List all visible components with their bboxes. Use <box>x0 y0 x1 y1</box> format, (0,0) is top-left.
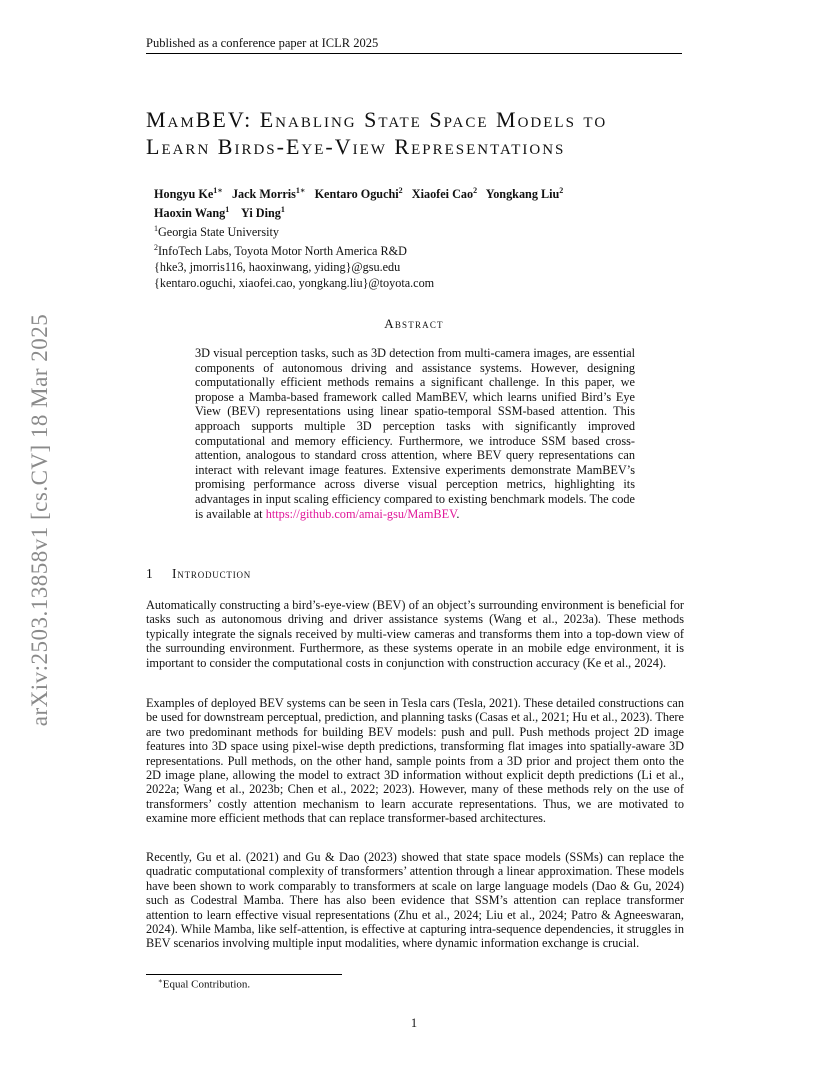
affiliation-1: $^1$Georgia State University <box>154 224 279 240</box>
arxiv-identifier: arXiv:2503.13858v1 [cs.CV] 18 Mar 2025 <box>27 313 52 727</box>
section-number: 1 <box>146 566 154 581</box>
abstract-heading: Abstract <box>384 316 444 331</box>
paper-title <box>146 106 686 160</box>
author-name: Xiaofei Cao <box>411 187 474 202</box>
author-affiliation-mark: 1∗ <box>295 186 306 195</box>
author-name: Yongkang Liu <box>485 187 560 202</box>
author-name: Kentaro Oguchi <box>314 187 399 202</box>
author-block <box>154 183 563 291</box>
author-affiliation-mark: 1 <box>280 205 285 215</box>
author-name: Haoxin Wang <box>154 206 226 221</box>
footnote-rule <box>146 974 342 975</box>
section-title: Introduction <box>172 566 252 581</box>
page-number: 1 <box>410 1016 418 1030</box>
author-affiliation-mark: 2 <box>398 186 403 195</box>
footnote: ∗Equal Contribution. <box>158 977 251 991</box>
author-name: Hongyu Ke <box>154 187 214 202</box>
email-line-2: {kentaro.oguchi, xiaofei.cao, yongkang.liu}@toyota.com <box>154 276 435 291</box>
affiliation-2: $^2$InfoTech Labs, Toyota Motor North America R&D <box>154 243 407 259</box>
intro-paragraph-3: Recently, Gu et al. (2021) and Gu & Dao (2023) showed that state space models (SSMs) can replace the quadratic computational complexity of transformers’ attention through a linear approximation. These models have been shown to work comparably to transformers at scale on large language models (Dao & Gu, 2024) such as Codestral Mamba. There has also been evidence that SSM’s attention can replace transformer attention to learn effective visual representations (Zhu et al., 2024; Liu et al., 2024; Patro & Agneeswaran, 2024). While Mamba, like self-attention, is effective at capturing intra-sequence dependencies, it struggles in BEV scenarios involving multiple input modalities, where dynamic information exchange is crucial. <box>146 850 684 951</box>
code-link[interactable]: https://github.com/amai-gsu/MamBEV <box>265 506 457 521</box>
author-affiliation-mark: 2 <box>559 186 564 195</box>
author-affiliation-mark: 2 <box>473 186 478 195</box>
author-affiliation-mark: 1∗ <box>213 186 223 195</box>
running-header: Published as a conference paper at ICLR 2025 <box>146 36 379 50</box>
email-line-1: {hke3, jmorris116, haoxinwang, yiding}@gsu.edu <box>154 260 401 275</box>
author-affiliation-mark: 1 <box>225 205 230 215</box>
intro-paragraph-1: Automatically constructing a bird’s-eye-view (BEV) of an object’s surrounding environment is beneficial for tasks such as autonomous driving and driver assistance systems (Wang et al., 2023a). These methods typically integrate the signals received by multi-view cameras and transforms them into a top-down view of the surrounding environment. Furthermore, as these systems operate in an mobile edge environment, it is important to consider the computational costs in conjunction with construction accuracy (Ke et al., 2024). <box>146 598 684 670</box>
author-line-2 <box>154 202 563 221</box>
abstract-text: 3D visual perception tasks, such as 3D detection from multi-camera images, are essential components of autonomous driving and assistance systems. However, designing computationally efficient methods remains a significant challenge. In this paper, we propose a Mamba-based framework called MamBEV, which learns unified Bird’s Eye View (BEV) representations using linear spatio-temporal SSM-based attention. This approach supports multiple 3D perception tasks with significantly improved computational and memory efficiency. Furthermore, we introduce SSM based cross-attention, analogous to standard cross attention, where BEV query representations can interact with relevant image features. Extensive experiments demonstrate MamBEV’s promising performance across diverse visual perception metrics, highlighting its advantages in input scaling efficiency compared to existing benchmark models. The code is available at <box>195 346 635 521</box>
author-line-1 <box>154 183 563 202</box>
section-heading <box>146 566 251 582</box>
intro-paragraph-2: Examples of deployed BEV systems can be seen in Tesla cars (Tesla, 2021). These detailed constructions can be used for downstream perceptual, prediction, and planning tasks (Casas et al., 2021; Hu et al., 2023). There are two predominant methods for building BEV models: push and pull. Push methods project 2D image features into 3D space using pixel-wise depth predictions, transforming flat images into spatially-aware 3D representations. Pull methods, on the other hand, sample points from a 3D prior and project them onto the 2D image plane, allowing the model to extract 3D information without explicit depth predictions (Li et al., 2022a; Wang et al., 2023b; Chen et al., 2022; 2023). However, many of these methods rely on the use of transformers’ costly attention mechanism to learn accurate representations. Thus, we are motivated to examine more efficient methods that can replace transformer-based architectures. <box>146 696 684 826</box>
abstract-body: 3D visual perception tasks, such as 3D detection from multi-camera images, are essential components of autonomous driving and assistance systems. However, designing computationally efficient methods remains a significant challenge. In this paper, we propose a Mamba-based framework called MamBEV, which learns unified Bird’s Eye View (BEV) representations using linear spatio-temporal SSM-based attention. This approach supports multiple 3D perception tasks with significantly improved computational and memory efficiency. Furthermore, we introduce SSM based cross-attention, analogous to standard cross attention, where BEV query representations can interact with relevant image features. Extensive experiments demonstrate MamBEV’s promising performance across diverse visual perception metrics, highlighting its advantages in input scaling efficiency compared to existing benchmark models. The code is available at https://github.com/amai-gsu/MamBEV. <box>195 346 635 521</box>
title-line-2: Learn Birds-Eye-View Representations <box>146 134 566 159</box>
author-name: Jack Morris <box>231 187 296 202</box>
header-rule <box>146 53 682 54</box>
author-name: Yi Ding <box>240 206 281 221</box>
title-line-1: MamBEV: Enabling State Space Models to <box>146 107 608 132</box>
